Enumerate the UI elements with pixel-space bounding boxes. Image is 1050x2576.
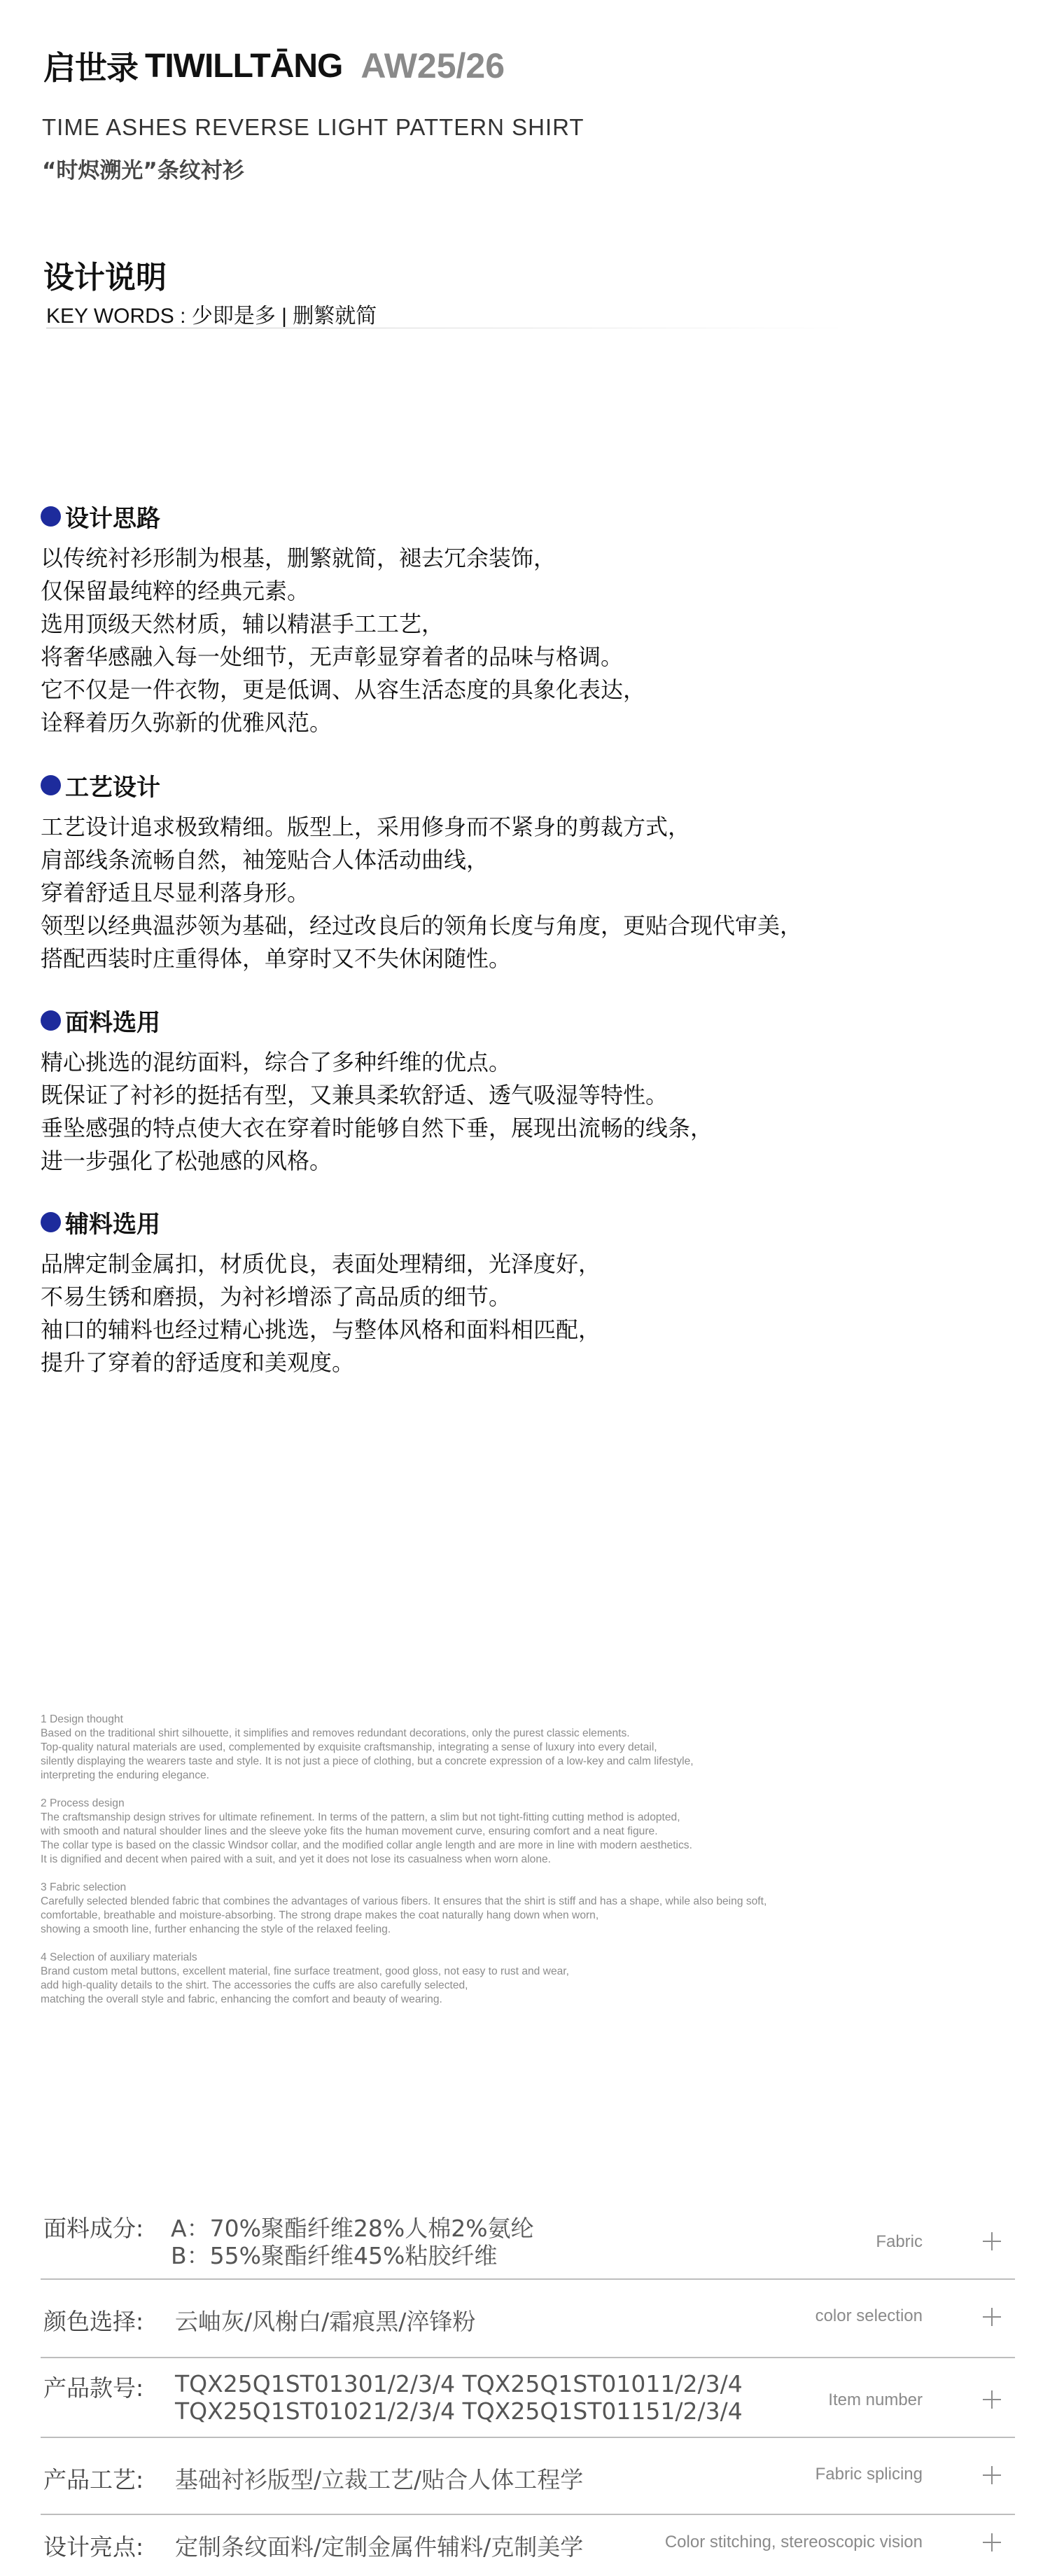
spec-label: 颜色选择: — [43, 2308, 144, 2335]
section-line: 选用顶级天然材质，辅以精湛手工工艺， — [41, 611, 444, 637]
section-line: 领型以经典温莎领为基础，经过改良后的领角长度与角度，更贴合现代审美， — [41, 912, 803, 939]
note-block — [41, 1713, 1021, 1783]
spec-value: 基础衬衫版型/立裁工艺/贴合人体工程学 — [175, 2466, 584, 2493]
note-line: Carefully selected blended fabric that combines the advantages of various fibers. It ensures that the shirt is stiff and has a shape, while also being soft, — [41, 1895, 767, 1907]
section-line: 将奢华感融入每一处细节，无声彰显穿着者的品味与格调。 — [41, 643, 624, 670]
spec-row-item-number[interactable] — [41, 2357, 1015, 2438]
note-title: 3 Fabric selection — [41, 1881, 127, 1893]
note-line: The craftsmanship design strives for ultimate refinement. In terms of the pattern, a slim but not tight-fitting cutting method is adopted, — [41, 1811, 680, 1823]
spec-row-color[interactable] — [41, 2278, 1015, 2358]
spec-label-en: color selection — [815, 2306, 923, 2325]
product-title-en: TIME ASHES REVERSE LIGHT PATTERN SHIRT — [42, 114, 584, 140]
section-line: 工艺设计追求极致精细。版型上，采用修身而不紧身的剪裁方式， — [41, 814, 691, 840]
brand-name-en: TIWILLTĀNG — [145, 47, 343, 85]
note-title: 1 Design thought — [41, 1713, 123, 1725]
note-line: It is dignified and decent when paired with a suit, and yet it does not lose its casualness when worn alone. — [41, 1853, 552, 1865]
spec-row-fabric[interactable] — [41, 2199, 1015, 2280]
note-line: showing a smooth line, further enhancing the style of the relaxed feeling. — [41, 1923, 391, 1935]
expand-plus-icon[interactable] — [983, 2533, 1001, 2551]
note-line: with smooth and natural shoulder lines and the sleeve yoke fits the human movement curve, ensuring comfort and a neat figure. — [41, 1825, 658, 1837]
spec-row-process[interactable] — [41, 2437, 1015, 2515]
spec-label-en: Fabric — [876, 2232, 923, 2251]
spec-label-en: Color stitching, stereoscopic vision — [664, 2533, 923, 2551]
section-line: 以传统衬衫形制为根基，删繁就简，褪去冗余装饰， — [41, 545, 556, 571]
section-line: 它不仅是一件衣物，更是低调、从容生活态度的具象化表达， — [41, 676, 646, 703]
spec-row-highlights[interactable] — [41, 2514, 1015, 2574]
spec-label-en: Fabric splicing — [815, 2465, 923, 2484]
expand-plus-icon[interactable] — [983, 2232, 1001, 2250]
section-line: 穿着舒适且尽显利落身形。 — [41, 879, 310, 906]
note-block — [41, 1881, 1021, 1937]
product-title-cn: “时烬溯光”条纹衬衫 — [42, 158, 244, 183]
note-title: 2 Process design — [41, 1797, 125, 1809]
spec-value: TQX25Q1ST01301/2/3/4 TQX25Q1ST01011/2/3/4 — [175, 2370, 743, 2397]
note-line: interpreting the enduring elegance. — [41, 1769, 210, 1781]
section-line: 搭配西装时庄重得体，单穿时又不失休闲随性。 — [41, 945, 512, 972]
note-title: 4 Selection of auxiliary materials — [41, 1951, 197, 1963]
section-line: 既保证了衬衫的挺括有型，又兼具柔软舒适、透气吸湿等特性。 — [41, 1082, 668, 1108]
section-design-thought — [41, 500, 1021, 739]
bullet-dot — [41, 775, 61, 795]
expand-plus-icon[interactable] — [983, 2308, 1001, 2326]
spec-value: A：70%聚酯纤维28%人棉2%氨纶 — [171, 2215, 534, 2242]
section-line: 垂坠感强的特点使大衣在穿着时能够自然下垂，展现出流畅的线条， — [41, 1115, 713, 1141]
spec-value: TQX25Q1ST01021/2/3/4 TQX25Q1ST01151/2/3/4 — [175, 2397, 743, 2425]
spec-label: 产品款号: — [43, 2374, 144, 2402]
brand-name-cn: 启世录 — [43, 49, 138, 87]
english-notes — [41, 1713, 1021, 2021]
note-line: Brand custom metal buttons, excellent material, fine surface treatment, good gloss, not easy to rust and wear, — [41, 1965, 569, 1977]
spec-value: 云岫灰/风榭白/霜痕黑/淬锋粉 — [175, 2308, 476, 2335]
expand-plus-icon[interactable] — [983, 2390, 1001, 2409]
bullet-dot — [41, 1212, 61, 1232]
spec-label: 设计亮点: — [43, 2533, 144, 2561]
design-title: 设计说明 — [43, 260, 167, 295]
section-line: 袖口的辅料也经过精心挑选，与整体风格和面料相匹配， — [41, 1316, 601, 1343]
section-heading: 设计思路 — [65, 504, 160, 533]
section-auxiliary-materials — [41, 1206, 1021, 1379]
section-line: 提升了穿着的舒适度和美观度。 — [41, 1349, 355, 1376]
section-line: 进一步强化了松弛感的风格。 — [41, 1148, 332, 1174]
note-block — [41, 1797, 1021, 1867]
section-line: 仅保留最纯粹的经典元素。 — [41, 578, 310, 604]
note-line: Top-quality natural materials are used, complemented by exquisite craftsmanship, integrating a sense of luxury into every detail, — [41, 1741, 657, 1753]
section-line: 精心挑选的混纺面料，综合了多种纤维的优点。 — [41, 1049, 512, 1075]
section-line: 诠释着历久弥新的优雅风范。 — [41, 709, 332, 736]
bullet-dot — [41, 506, 61, 527]
note-line: silently displaying the wearers taste and style. It is not just a piece of clothing, but a concrete expression of a low-key and calm lifestyle, — [41, 1755, 694, 1767]
section-line: 肩部线条流畅自然，袖笼贴合人体活动曲线， — [41, 847, 489, 873]
spec-value: B：55%聚酯纤维45%粘胶纤维 — [171, 2242, 498, 2269]
season-label: AW25/26 — [360, 46, 505, 85]
expand-plus-icon[interactable] — [983, 2466, 1001, 2484]
note-line: comfortable, breathable and moisture-absorbing. The strong drape makes the coat naturally hang down when worn, — [41, 1909, 599, 1921]
note-line: Based on the traditional shirt silhouette, it simplifies and removes redundant decorations, only the purest classic elements. — [41, 1727, 630, 1739]
spec-label: 面料成分: — [43, 2215, 144, 2242]
brand-logo — [43, 43, 505, 88]
note-line: add high-quality details to the shirt. The accessories the cuffs are also carefully selected, — [41, 1979, 468, 1991]
bullet-dot — [41, 1010, 61, 1031]
section-heading: 工艺设计 — [65, 773, 160, 802]
keywords: KEY WORDS : 少即是多 | 删繁就简 — [46, 305, 377, 328]
section-line: 品牌定制金属扣，材质优良，表面处理精细，光泽度好， — [41, 1251, 601, 1277]
note-line: The collar type is based on the classic Windsor collar, and the modified collar angle length and are more in line with modern aesthetics. — [41, 1839, 692, 1851]
section-heading: 面料选用 — [65, 1008, 160, 1037]
spec-value: 定制条纹面料/定制金属件辅料/克制美学 — [175, 2533, 584, 2561]
note-line: matching the overall style and fabric, enhancing the comfort and beauty of wearing. — [41, 1993, 442, 2005]
section-process-design — [41, 769, 1021, 975]
note-block — [41, 1951, 1021, 2007]
spec-label: 产品工艺: — [43, 2466, 144, 2493]
section-fabric-selection — [41, 1004, 1021, 1178]
section-line: 不易生锈和磨损，为衬衫增添了高品质的细节。 — [41, 1283, 512, 1310]
spec-label-en: Item number — [828, 2390, 923, 2409]
section-heading: 辅料选用 — [65, 1210, 160, 1239]
